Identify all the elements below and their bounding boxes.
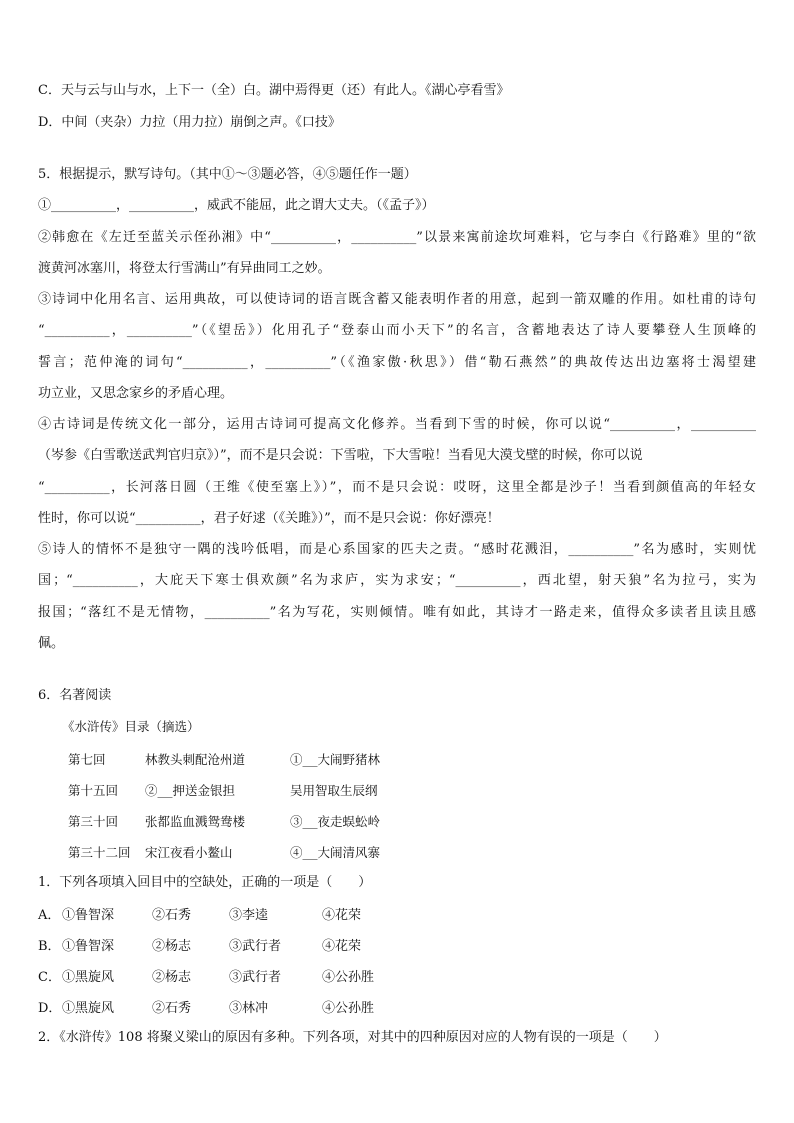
q4-option-c: C．天与云与山与水，上下一（全）白。湖中焉得更（还）有此人。《湖心亭看雪》 [38, 83, 510, 98]
q5-line-12: ⑤诗人的情怀不是独守一隅的浅吟低唱，而是心系国家的匹夫之责。“感时花溅泪，__________”名为感时，实则忧 [38, 542, 756, 557]
option-c-3: ③武行者 [229, 970, 282, 985]
toc-row-2-a: ②__押送金银担 [145, 783, 236, 798]
option-b-1: ①鲁智深 [62, 939, 115, 954]
q5-line-10: “__________，长河落日圆（王维《使至塞上》）”，而不是只会说：哎呀，这里全都是沙子！当看到颜值高的年轻女 [38, 480, 756, 495]
q5-line-15: 佩。 [38, 636, 65, 651]
toc-row-3-a: 张都监血溅鸳鸯楼 [145, 814, 246, 829]
option-b-label: B． [38, 939, 61, 954]
q5-line-1: ①__________，__________，威武不能屈，此之谓大丈夫。（《孟子》） [38, 198, 435, 213]
q5-line-4: ③诗词中化用名言、运用典故，可以使诗词的语言既含蓄又能表明作者的用意，起到一箭双雕的作用。如杜甫的诗句 [38, 292, 756, 307]
option-c-1: ①黑旋风 [62, 970, 115, 985]
q6-title: 6．名著阅读 [38, 688, 112, 703]
option-b-3: ③武行者 [229, 939, 282, 954]
q5-line-6: 誓言；范仲淹的词句“__________，__________”（《渔家傲·秋思》）借“勒石燕然”的典故传达出边塞将士渴望建 [38, 355, 756, 370]
q5-line-5: “__________，__________”（《望岳》）化用孔子“登泰山而小天下”的名言，含蓄地表达了诗人要攀登人生顶峰的 [38, 323, 756, 338]
toc-row-1-num: 第七回 [68, 752, 106, 767]
q5-line-2: ②韩愈在《左迁至蓝关示侄孙湘》中“__________，__________”以景来寓前途坎坷难料，它与李白《行路难》里的“欲 [38, 230, 756, 245]
option-a-3: ③李逵 [229, 908, 269, 923]
q5-line-13: 国；“__________，大庇天下寒士俱欢颜”名为求庐，实为求安；“__________，西北望，射天狼”名为拉弓，实为 [38, 573, 756, 588]
q4-option-d: D．中间（夹杂）力拉（用力拉）崩倒之声。《口技》 [38, 115, 341, 130]
option-d-3: ③林冲 [229, 1001, 269, 1016]
toc-row-1-b: ①__大闹野猪林 [290, 752, 381, 767]
toc-row-4-a: 宋江夜看小鳌山 [145, 845, 233, 860]
option-a-1: ①鲁智深 [62, 908, 115, 923]
q5-line-7: 功立业，又思念家乡的矛盾心理。 [38, 386, 234, 401]
q5-line-11: 性时，你可以说“__________，君子好逑（《关雎》）”，而不是只会说：你好漂亮！ [38, 511, 500, 526]
toc-row-3-b: ③__夜走蜈蚣岭 [290, 814, 381, 829]
option-b-4: ④花荣 [322, 939, 362, 954]
toc-row-3-num: 第三十回 [68, 814, 119, 829]
q5-line-9: （岑参《白雪歌送武判官归京》）”，而不是只会说：下雪啦，下大雪啦！当看见大漠戈壁的时候，你可以说 [38, 448, 643, 463]
option-d-1: ①黑旋风 [62, 1001, 115, 1016]
toc-title: 《水浒传》目录（摘选） [62, 719, 200, 734]
option-c-4: ④公孙胜 [322, 970, 375, 985]
option-d-label: D． [38, 1001, 62, 1016]
option-c-label: C． [38, 970, 61, 985]
q5-title: 5．根据提示，默写诗句。（其中①～③题必答，④⑤题任作一题） [38, 167, 417, 182]
toc-row-4-num: 第三十二回 [68, 845, 131, 860]
option-b-2: ②杨志 [152, 939, 192, 954]
option-d-4: ④公孙胜 [322, 1001, 375, 1016]
option-a-label: A． [38, 908, 61, 923]
option-c-2: ②杨志 [152, 970, 192, 985]
toc-row-2-num: 第十五回 [68, 783, 119, 798]
option-a-2: ②石秀 [152, 908, 192, 923]
toc-row-2-b: 吴用智取生辰纲 [290, 783, 378, 798]
option-a-4: ④花荣 [322, 908, 362, 923]
q5-line-3: 渡黄河冰塞川，将登太行雪满山”有异曲同工之妙。 [38, 261, 331, 276]
q5-line-14: 报国；“落红不是无情物，__________”名为写花，实则倾情。唯有如此，其诗才一路走来，值得众多读者且读且感 [38, 605, 756, 620]
q5-line-8: ④古诗词是传统文化一部分，运用古诗词可提高文化修养。当看到下雪的时候，你可以说“__________，__________ [38, 417, 756, 432]
q6-sub2: 2．《水浒传》108 将聚义梁山的原因有多种。下列各项，对其中的四种原因对应的人物有误的一项是（ ） [38, 1030, 667, 1045]
option-d-2: ②石秀 [152, 1001, 192, 1016]
toc-row-4-b: ④__大闹清风寨 [290, 845, 381, 860]
q6-sub1: 1．下列各项填入回目中的空缺处，正确的一项是（ ） [38, 875, 372, 890]
toc-row-1-a: 林教头刺配沧州道 [145, 752, 246, 767]
